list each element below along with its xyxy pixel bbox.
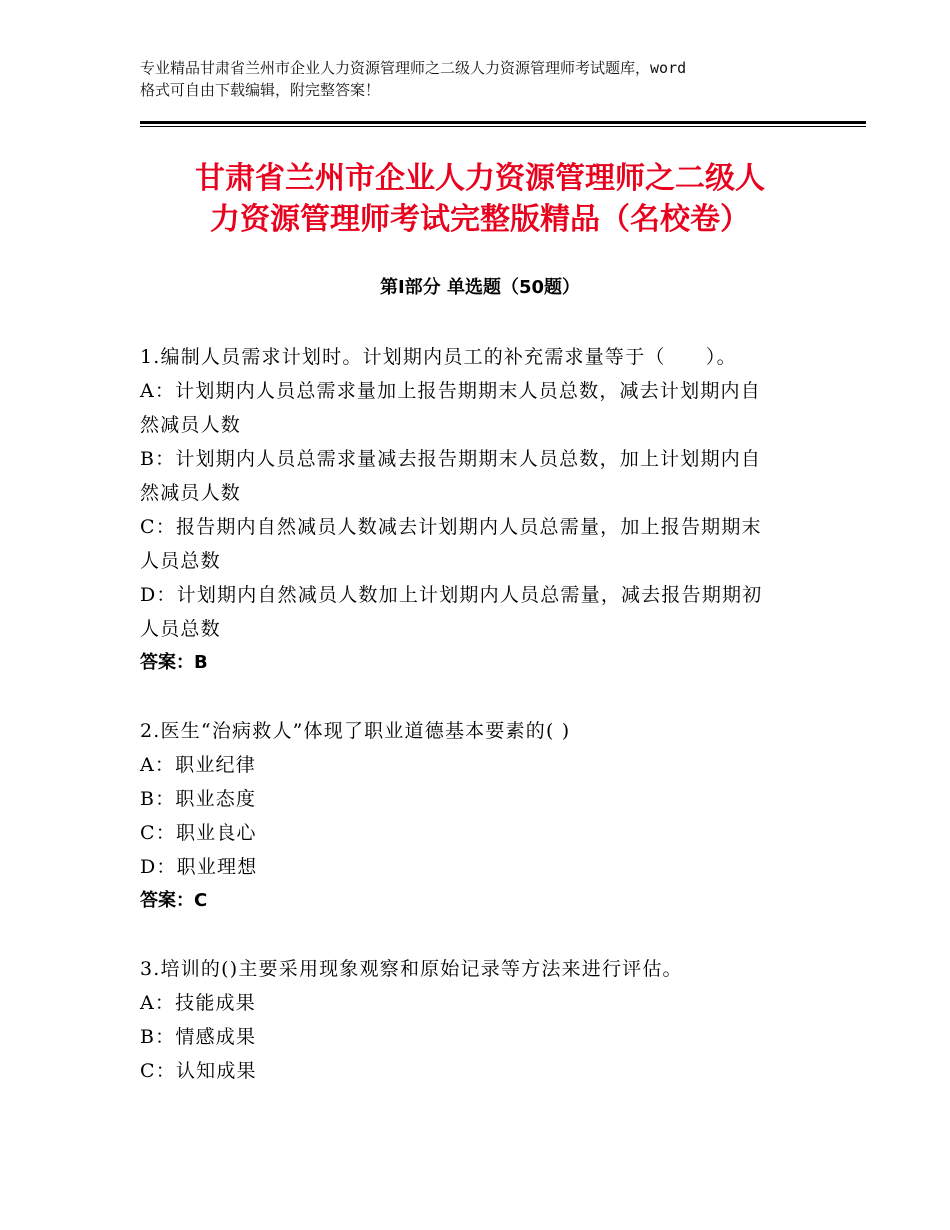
question-item [140,714,820,918]
question-option: C：认知成果 [140,1060,257,1082]
document-title-line: 甘肃省兰州市企业人力资源管理师之二级人 [195,161,765,196]
question-option: A：职业纪律 [140,754,256,776]
header-rule-thin [140,126,866,127]
header-note-line: 格式可自由下载编辑，附完整答案！ [140,81,381,99]
question-option: 人员总数 [140,550,221,572]
question-option: 然减员人数 [140,482,242,504]
question-stem: 2.医生“治病救人”体现了职业道德基本要素的( ) [140,720,571,742]
header-rule-thick [140,121,866,124]
question-option: D：职业理想 [140,856,258,878]
section-title: 第Ⅰ部分 单选题（50题） [379,277,580,298]
question-answer: 答案：C [140,890,208,911]
question-option: A：技能成果 [140,992,256,1014]
question-list [140,340,820,1122]
question-option: 然减员人数 [140,414,242,436]
question-option: B：职业态度 [140,788,257,810]
question-stem: 3.培训的()主要采用现象观察和原始记录等方法来进行评估。 [140,958,683,980]
question-option: B：计划期内人员总需求量减去报告期期末人员总数，加上计划期内自 [140,448,762,470]
question-option: A：计划期内人员总需求量加上报告期期末人员总数，减去计划期内自 [140,380,761,402]
question-option: C：报告期内自然减员人数减去计划期内人员总需量，加上报告期期末 [140,516,762,538]
question-option: C：职业良心 [140,822,257,844]
question-option: 人员总数 [140,618,221,640]
document-title [140,158,820,240]
question-answer: 答案：B [140,652,208,673]
document-title-line: 力资源管理师考试完整版精品（名校卷） [210,202,750,237]
question-item [140,952,820,1088]
question-option: B：情感成果 [140,1026,257,1048]
question-option: D：计划期内自然减员人数加上计划期内人员总需量，减去报告期期初 [140,584,763,606]
header-note [140,57,830,101]
question-stem: 1.编制人员需求计划时。计划期内员工的补充需求量等于（ ）。 [140,346,737,368]
question-item [140,340,820,680]
header-note-line: 专业精品甘肃省兰州市企业人力资源管理师之二级人力资源管理师考试题库，word [140,59,687,77]
